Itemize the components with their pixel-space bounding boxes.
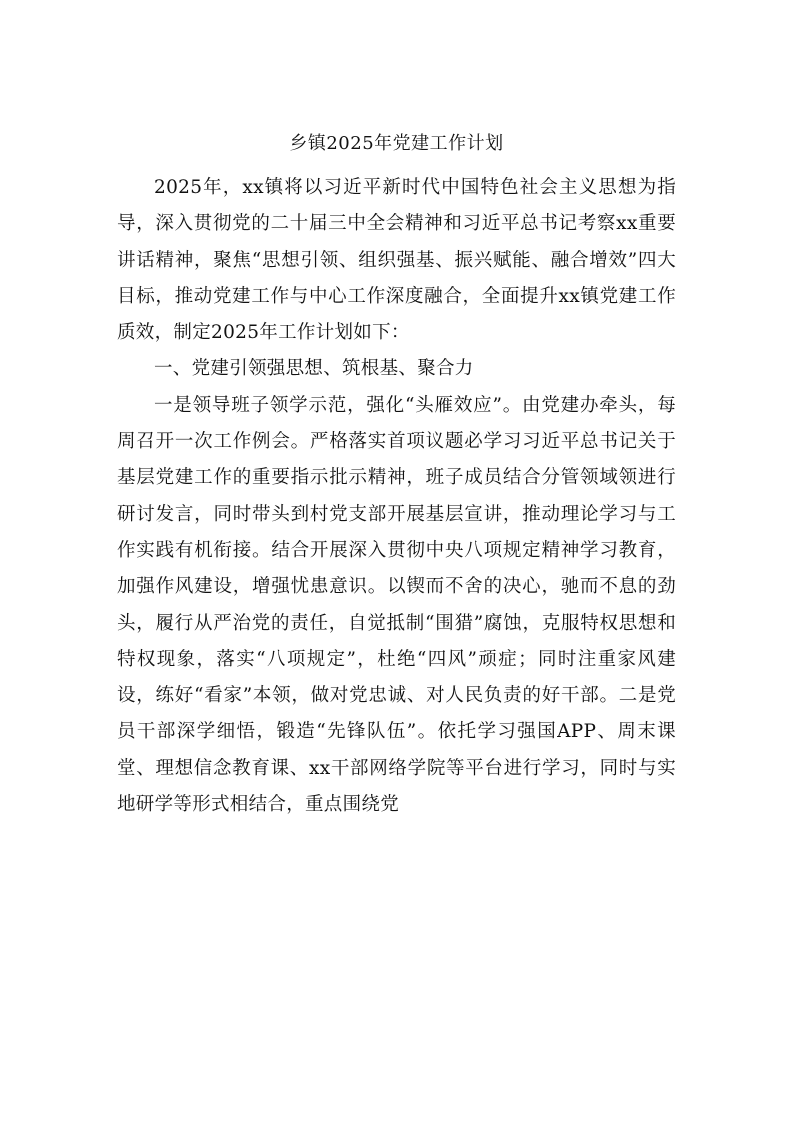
section-heading-1: 一、党建引领强思想、筑根基、聚合力 bbox=[154, 358, 474, 380]
paragraph-section-1: 一是领导班子领学示范，强化“头雁效应”。由党建办牵头，每周召开一次工作例会。严格落实首项议题必学习习近平总书记关于基层党建工作的重要指示批示精神，班子成员结合分管领域领进行研讨发言，同时带头到村党支部开展基层宣讲，推动理论学习与工作实践有机衔接。结合开展深入贯彻中央八项规定精神学习教育，加强作风建设，增强忧患意识。以锲而不舍的决心，驰而不息的劲头，履行从严治党的责任，自觉抵制“围猎”腐蚀，克服特权思想和特权现象，落实“八项规定”，杜绝“四风”顽症；同时注重家风建设，练好“看家”本领，做对党忠诚、对人民负责的好干部。二是党员干部深学细悟，锻造“先锋队伍”。依托学习强国APP、周末课堂、理想信念教育课、xx干部网络学院等平台进行学习，同时与实地研学等形式相结合，重点围绕党 bbox=[117, 394, 676, 816]
paragraph-intro: 2025年，xx镇将以习近平新时代中国特色社会主义思想为指导，深入贯彻党的二十届三中全会精神和习近平总书记考察xx重要讲话精神，聚焦“思想引领、组织强基、振兴赋能、融合增效”四大目标，推动党建工作与中心工作深度融合，全面提升xx镇党建工作质效，制定2025年工作计划如下： bbox=[117, 177, 676, 344]
document-body bbox=[117, 170, 676, 823]
document-title: 乡镇2025年党建工作计划 bbox=[289, 133, 504, 154]
